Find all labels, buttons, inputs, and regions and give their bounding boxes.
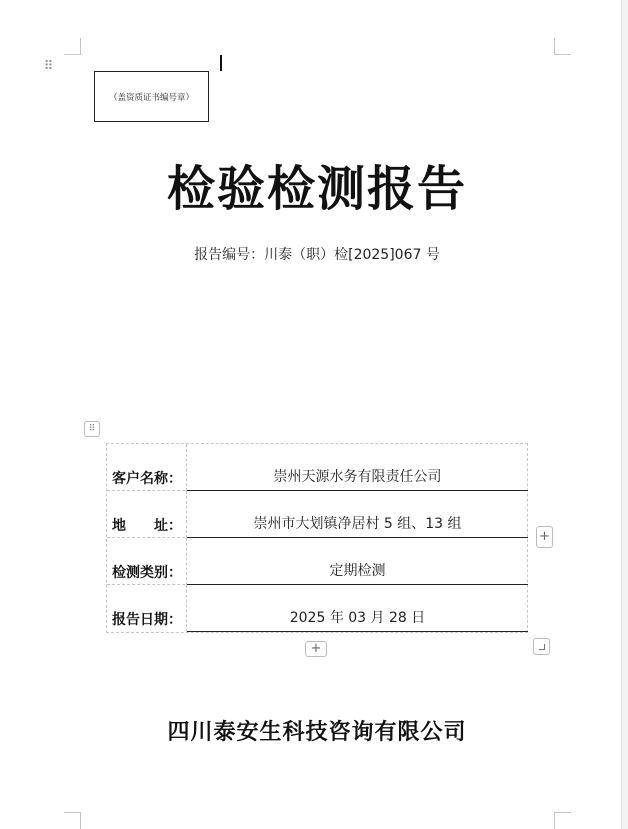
crop-mark-top-left: [64, 38, 81, 55]
stamp-placeholder-box: [94, 71, 209, 122]
table-row: [107, 538, 527, 585]
add-row-button[interactable]: +: [305, 641, 327, 657]
crop-mark-bottom-left: [64, 812, 81, 829]
add-column-button[interactable]: +: [536, 526, 553, 548]
test-type-value[interactable]: 定期检测: [187, 559, 528, 585]
table-row: [107, 444, 527, 491]
table-resize-icon[interactable]: [533, 638, 550, 655]
table-row: [107, 585, 527, 632]
client-name-label: 客户名称：: [112, 471, 182, 487]
crop-mark-top-right: [554, 38, 571, 55]
drag-dots-icon[interactable]: ⠿: [43, 59, 53, 74]
report-number: 报告编号：川泰（职）检[2025]067 号: [194, 247, 440, 263]
text-cursor: [220, 55, 222, 71]
report-date-value[interactable]: 2025 年 03 月 28 日: [187, 606, 528, 632]
client-info-table: [106, 443, 528, 633]
table-row: [107, 491, 527, 538]
client-name-value[interactable]: 崇州天源水务有限责任公司: [187, 465, 528, 491]
address-label: 地 址：: [112, 518, 182, 534]
test-type-label: 检测类别：: [112, 565, 182, 581]
address-value[interactable]: 崇州市大划镇净居村 5 组、13 组: [187, 512, 528, 538]
issuer-company-name: 四川泰安生科技咨询有限公司: [167, 719, 467, 745]
vertical-scrollbar[interactable]: [621, 0, 628, 829]
table-move-icon[interactable]: ⠿: [84, 421, 100, 437]
report-title: 检验检测报告: [166, 161, 467, 217]
crop-mark-bottom-right: [554, 812, 571, 829]
stamp-placeholder-text: （盖资质证书编号章）: [108, 92, 194, 103]
report-date-label: 报告日期：: [112, 612, 182, 628]
